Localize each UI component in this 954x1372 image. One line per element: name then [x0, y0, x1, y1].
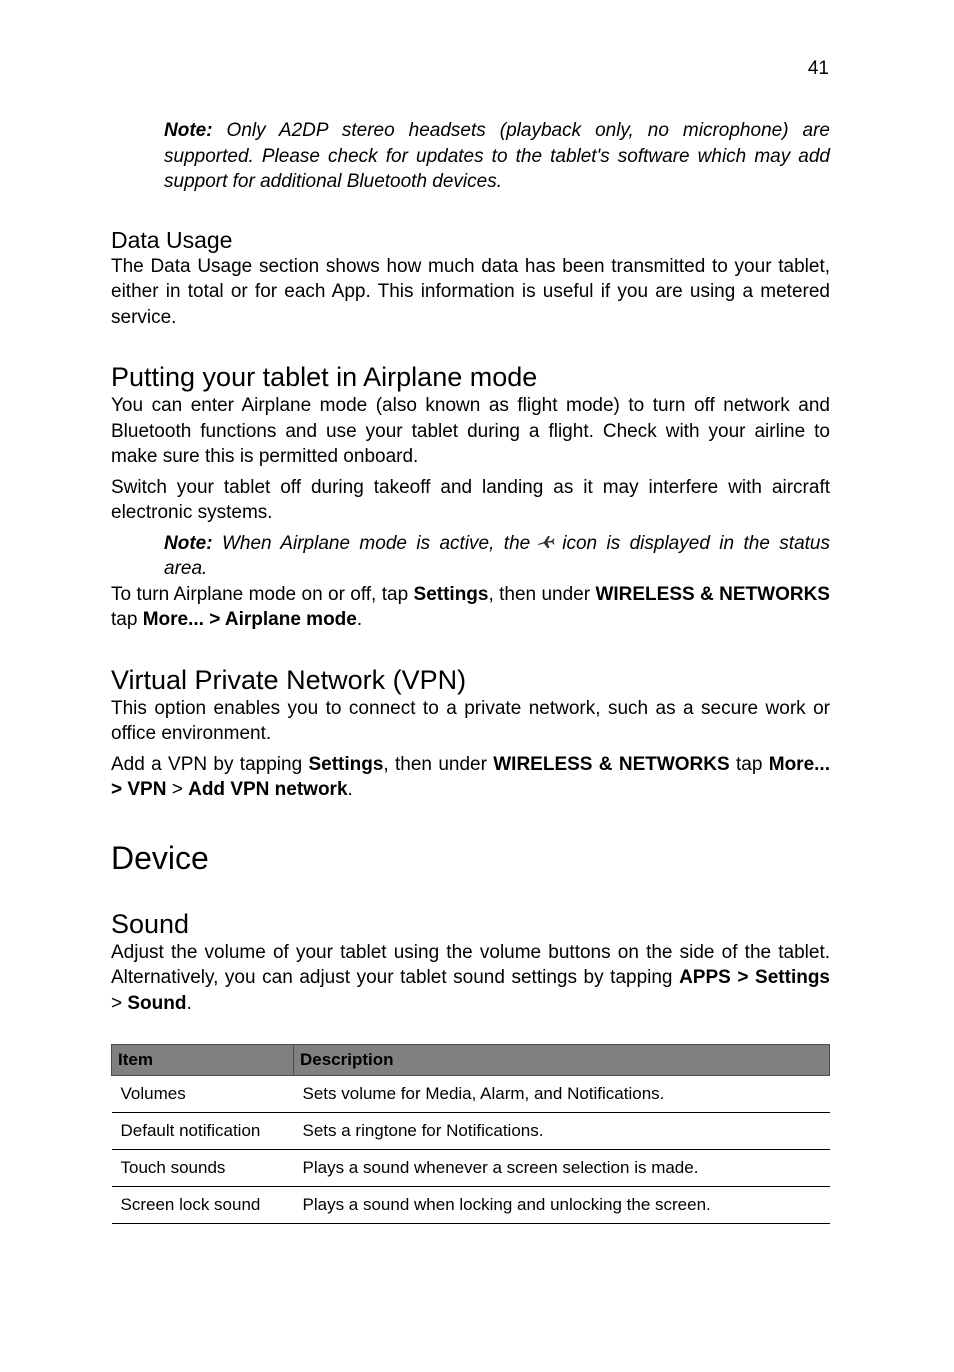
table-cell-item: Touch sounds: [112, 1150, 294, 1187]
text-run: , then under: [488, 583, 596, 605]
header-item: Item: [112, 1045, 294, 1076]
sound-heading: Sound: [111, 908, 190, 939]
note-text-after: icon is displayed in the status area.: [164, 532, 830, 580]
vpn-paragraph-1: This option enables you to connect to a private network, such as a secure work or office environment.: [111, 697, 830, 745]
table-row: [112, 1187, 830, 1224]
table-cell-description: Sets volume for Media, Alarm, and Notifications.: [294, 1076, 830, 1113]
airplane-paragraph-3: [111, 582, 830, 633]
airplane-paragraph-1: You can enter Airplane mode (also known as flight mode) to turn off network and Bluetooth functions and use your tablet during a flight. Check with your airline to make sure this is permitted onboard.: [111, 395, 830, 467]
table-cell-item: Default notification: [112, 1113, 294, 1150]
airplane-note: [164, 531, 830, 582]
bluetooth-note: [164, 118, 830, 195]
text-run: >: [111, 992, 128, 1014]
airplane-icon: [536, 531, 556, 557]
note-text-before: When Airplane mode is active, the: [212, 532, 531, 554]
text-run: >: [166, 779, 189, 801]
device-heading: Device: [111, 839, 209, 876]
table-cell-description: Sets a ringtone for Notifications.: [294, 1113, 830, 1150]
note-label: Note:: [164, 120, 213, 141]
text-run: .: [347, 779, 353, 801]
table-header-row: [112, 1045, 830, 1076]
text-run: tap: [111, 609, 143, 631]
header-description: Description: [294, 1045, 830, 1076]
vpn-paragraph-2: [111, 752, 830, 803]
settings-term: Settings: [413, 583, 489, 605]
text-run: Add a VPN by tapping: [111, 753, 309, 775]
airplane-paragraph-2: Switch your tablet off during takeoff and landing as it may interfere with aircraft electronic systems.: [111, 476, 830, 523]
settings-term: Settings: [308, 753, 384, 775]
page-number: 41: [807, 58, 829, 79]
add-vpn-term: Add VPN network: [188, 779, 348, 801]
sound-paragraph: [111, 940, 830, 1017]
table-cell-item: Volumes: [112, 1076, 294, 1113]
table-row: [112, 1113, 830, 1150]
page-content: [111, 118, 830, 1224]
text-run: tap: [729, 753, 769, 775]
apps-settings-path: APPS > Settings: [679, 967, 830, 989]
note-label: Note:: [164, 532, 213, 554]
sound-settings-table: [111, 1044, 830, 1224]
text-run: .: [186, 992, 192, 1014]
table-cell-item: Screen lock sound: [112, 1187, 294, 1224]
text-run: To turn Airplane mode on or off, tap: [111, 583, 414, 605]
text-run: , then under: [383, 753, 494, 775]
vpn-heading: Virtual Private Network (VPN): [111, 664, 467, 695]
airplane-mode-path: More... > Airplane mode: [142, 609, 357, 631]
airplane-heading: Putting your tablet in Airplane mode: [111, 362, 538, 392]
data-usage-body: The Data Usage section shows how much data has been transmitted to your tablet, either in total or for each App. This information is useful if you are using a metered service.: [111, 255, 830, 328]
vpn-path: More... > VPN: [111, 753, 830, 801]
table-row: [112, 1150, 830, 1187]
table-row: [112, 1076, 830, 1113]
table-cell-description: Plays a sound whenever a screen selection is made.: [294, 1150, 830, 1187]
note-text: Only A2DP stereo headsets (playback only, no microphone) are supported. Please check for updates to the tablet's software which may add support for additional Bluetooth devices.: [164, 120, 830, 192]
wireless-networks-term: WIRELESS & NETWORKS: [595, 583, 830, 605]
table-cell-description: Plays a sound when locking and unlocking the screen.: [294, 1187, 830, 1224]
text-run: .: [356, 609, 363, 631]
wireless-networks-term: WIRELESS & NETWORKS: [493, 753, 730, 775]
sound-term: Sound: [127, 992, 187, 1014]
text-run: Adjust the volume of your tablet using the volume buttons on the side of the tablet. Alternatively, you can adjust your tablet sound settings by tapping: [111, 941, 830, 989]
data-usage-heading: Data Usage: [111, 226, 233, 253]
